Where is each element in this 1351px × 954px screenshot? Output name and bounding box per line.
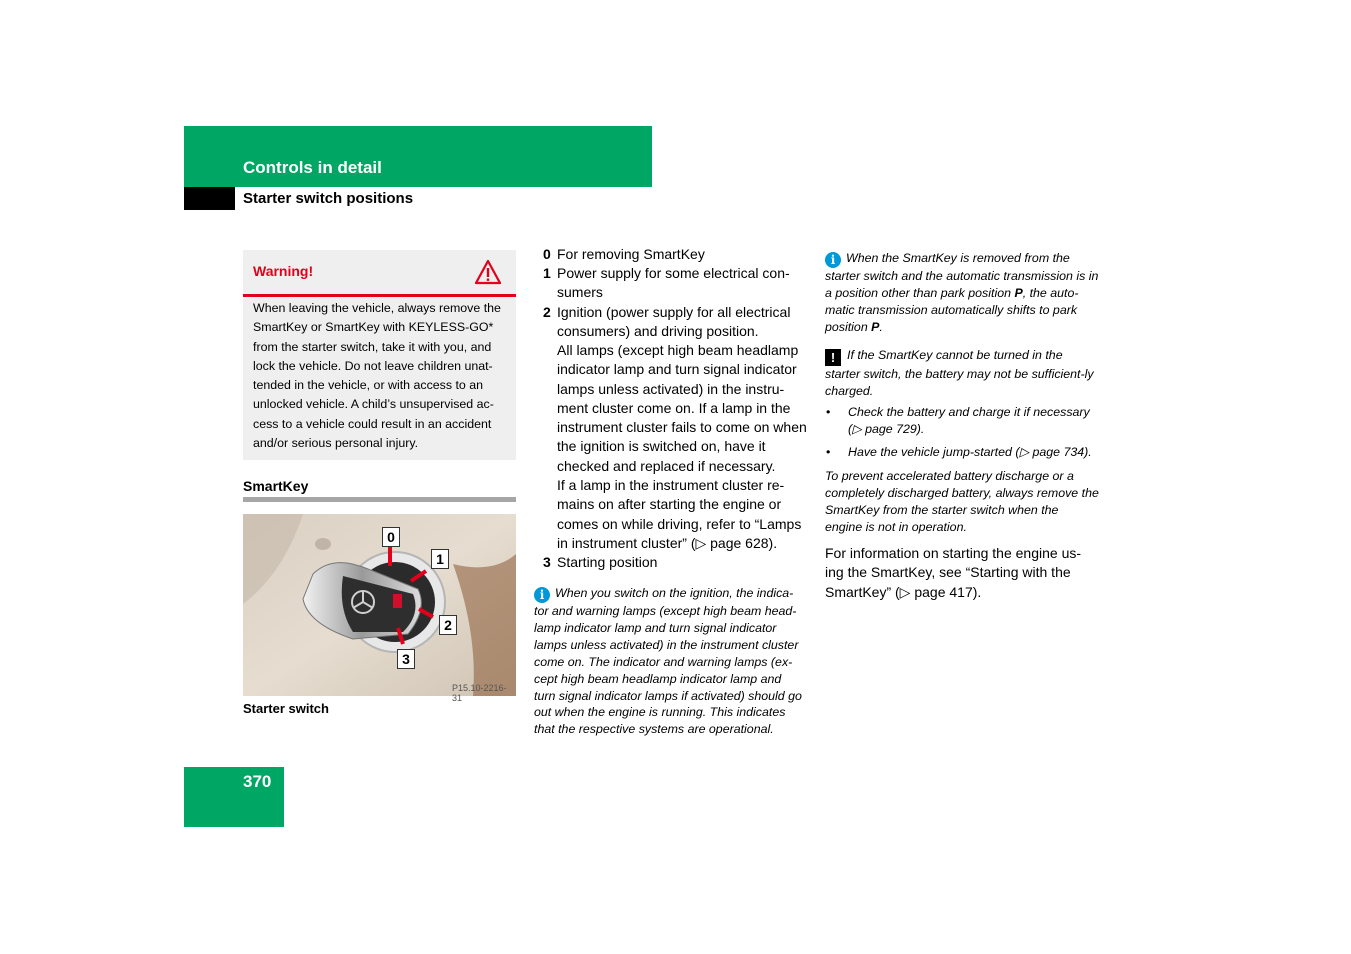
caution-note-text: If the SmartKey cannot be turned in the starter switch, the battery may not be sufficient-ly charged. (825, 348, 1094, 398)
info-paragraph: For information on starting the engine us-ing the SmartKey, see “Starting with the SmartKey” (▷ page 417). (825, 545, 1082, 600)
starter-switch-photo (243, 514, 516, 703)
position-text: Power supply for some electrical con-sumers (557, 265, 790, 301)
info-icon: i (534, 587, 550, 603)
callout-1: 1 (431, 549, 449, 569)
page-number: 370 (243, 772, 272, 791)
callout-3: 3 (397, 649, 415, 669)
section-title: Controls in detail (243, 158, 382, 177)
smartkey-heading: SmartKey (243, 478, 309, 494)
photo-caption: Starter switch (243, 701, 329, 716)
position-number: 1 (543, 265, 551, 281)
bullet-icon: • (826, 405, 831, 419)
info-icon: i (825, 252, 841, 268)
position-text: Ignition (power supply for all electrical consumers) and driving position. (557, 304, 791, 340)
warning-triangle-icon (474, 259, 502, 290)
position2-detail-warning: If a lamp in the instrument cluster re-mains on after starting the engine or comes on while driving, refer to “Lamps in instrument cluster” (▷ page 628). (557, 477, 802, 551)
info-note-ignition (534, 585, 806, 738)
bullet-text: Have the vehicle jump-started (▷ page 734). (848, 445, 1092, 459)
caution-note (825, 347, 1099, 400)
position-text: Starting position (557, 554, 658, 570)
position-text: For removing SmartKey (557, 246, 705, 262)
caution-icon: ! (825, 349, 841, 366)
photo-code: P15.10-2216-31 (452, 683, 507, 703)
subsection-title: Starter switch positions (243, 190, 414, 207)
position-number: 3 (543, 554, 551, 570)
bullet-icon: • (826, 445, 831, 459)
park-position-letter: P (1014, 285, 1023, 300)
position-number: 0 (543, 246, 551, 262)
warning-label: Warning! (253, 263, 314, 279)
info-note-text: When you switch on the ignition, the indica-tor and warning lamps (except high beam head-lamp indicator lamp and turn signal indicator lamps unless activated) in the instrument cluster come on. The indicator and warning lamps (ex-cept high beam headlamp indicator lamp and turn signal indicator lamps if activated) should go out when the engine is running. This indicates that the respective systems are operational. (534, 586, 802, 737)
callout-2: 2 (439, 615, 457, 635)
header-marker (184, 187, 235, 210)
park-position-letter: P (871, 319, 880, 334)
callout-0: 0 (382, 527, 400, 547)
heading-rule (243, 497, 516, 502)
bullet-text: Check the battery and charge it if necessary (▷ page 729). (848, 405, 1090, 436)
prevent-note: To prevent accelerated battery discharge or a completely discharged battery, always remove the SmartKey from the starter switch when the engine is not in operation. (825, 469, 1099, 534)
info-note-text: , the auto-matic transmission automatically shifts to park position (825, 285, 1079, 334)
position-number: 2 (543, 304, 551, 320)
warning-header (243, 250, 516, 297)
info-note-text: . (879, 319, 883, 334)
position2-detail-lamps: All lamps (except high beam headlamp indicator lamp and turn signal indicator lamps unless activated) in the instru-ment cluster come on. If a lamp in the instrument cluster fails to come on when the ignition is switched on, have it checked and replaced if necessary. (557, 342, 807, 474)
info-note-park (825, 250, 1099, 336)
info-note-text: When the SmartKey is removed from the starter switch and the automatic transmission is in a position other than park position (825, 251, 1099, 300)
warning-text: When leaving the vehicle, always remove the SmartKey or SmartKey with KEYLESS-GO* from the starter switch, take it with you, and lock the vehicle. Do not leave children unat-tended in the vehicle, or with access to an unlocked vehicle. A child’s unsupervised ac-cess to a vehicle could result in an accident and/or serious personal injury. (253, 301, 501, 451)
warning-box (243, 250, 516, 460)
